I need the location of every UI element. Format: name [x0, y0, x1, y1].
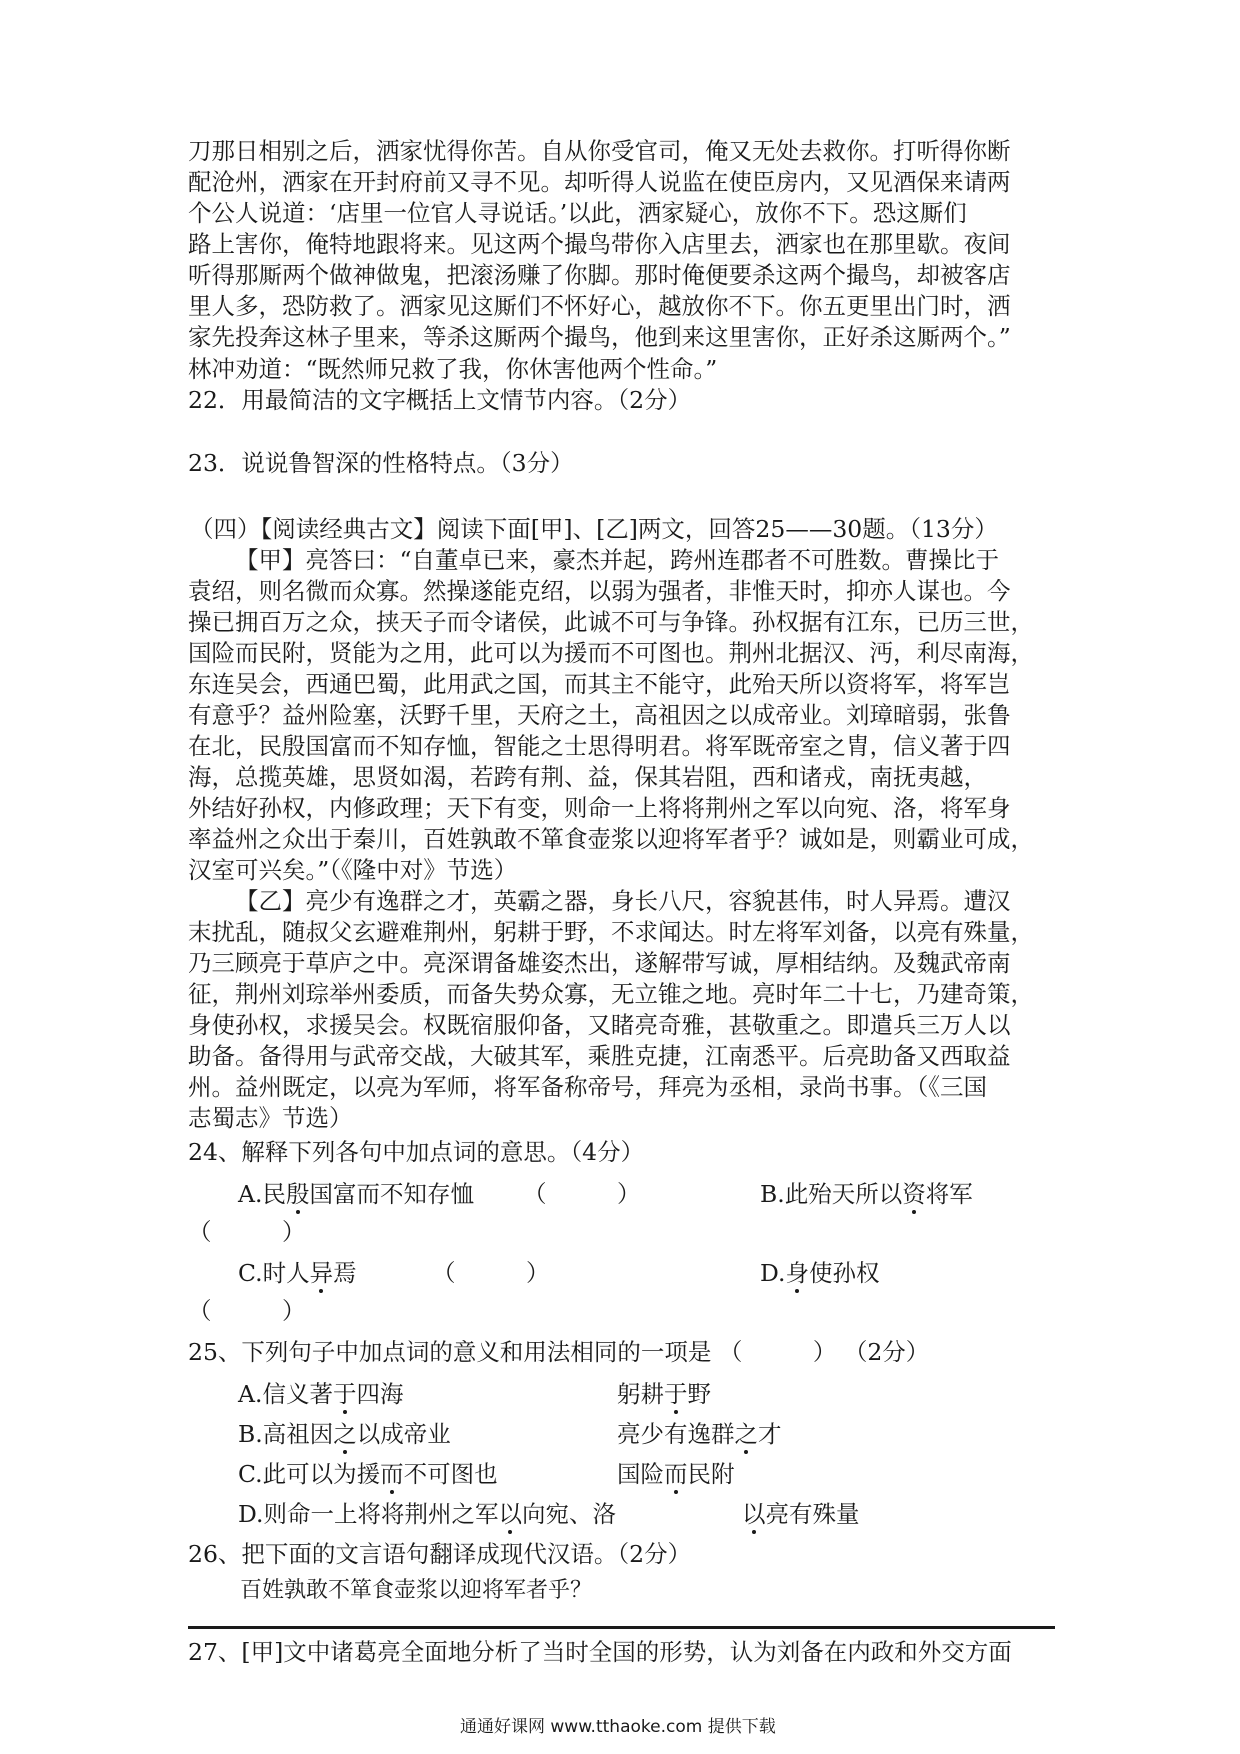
q25-option-d-right: 以亮有殊量	[742, 1500, 860, 1528]
yi-line: 身使孙权，求援吴会。权既宿服仰备，又睹亮奇雅，甚敬重之。即遣兵三万人以	[188, 1011, 1011, 1039]
section-4-heading: （四）【阅读经典古文】阅读下面[甲]、[乙]两文，回答25——30题。（13分）	[190, 515, 998, 543]
q25-option-d-left: D.则命一上将将荆州之军以向宛、洛	[238, 1500, 616, 1528]
q25-option-c-right: 国险而民附	[617, 1460, 735, 1488]
jia-line: 【甲】亮答曰：“自董卓已来，豪杰并起，跨州连郡者不可胜数。曹操比于	[235, 546, 1000, 574]
jia-line: 在北，民殷国富而不知存恤，智能之士思得明君。将军既帝室之胄，信义著于四	[188, 732, 1011, 760]
question-25-title: 25、下列句子中加点词的意义和用法相同的一项是 （ ） （2分）	[188, 1338, 930, 1366]
question-24-title: 24、解释下列各句中加点词的意思。（4分）	[188, 1138, 645, 1166]
q24-option-c-blank: （ ）	[432, 1259, 550, 1287]
page-footer: 通通好课网 www.tthaoke.com 提供下载	[460, 1717, 776, 1737]
passage-line: 林冲劝道：“既然师兄救了我，你休害他两个性命。”	[188, 355, 718, 383]
yi-line: 助备。备得用与武帝交战，大破其军，乘胜克捷，江南悉平。后亮助备又西取益	[188, 1042, 1011, 1070]
yi-line: 州。益州既定，以亮为军师，将军备称帝号，拜亮为丞相，录尚书事。（《三国	[188, 1073, 987, 1101]
question-26-title: 26、把下面的文言语句翻译成现代汉语。（2分）	[188, 1540, 692, 1568]
passage-line: 里人多，恐防救了。洒家见这厮们不怀好心，越放你不下。你五更里出门时，洒	[188, 292, 1011, 320]
jia-line: 海，总揽英雄，思贤如渴，若跨有荆、益，保其岩阻，西和诸戎，南抚夷越，	[188, 763, 987, 791]
jia-line: 袁绍，则名微而众寡。然操遂能克绍，以弱为强者，非惟天时，抑亦人谋也。今	[188, 577, 1011, 605]
yi-line: 志蜀志》节选）	[188, 1104, 353, 1132]
q24-option-b: B.此殆天所以资将军	[760, 1180, 973, 1208]
q25-option-b-right: 亮少有逸群之才	[617, 1420, 782, 1448]
question-27: 27、[甲]文中诸葛亮全面地分析了当时全国的形势，认为刘备在内政和外交方面	[188, 1638, 1012, 1666]
jia-line: 东连吴会，西通巴蜀，此用武之国，而其主不能守，此殆天所以资将军，将军岂	[188, 670, 1011, 698]
jia-line: 操已拥百万之众，挟天子而令诸侯，此诚不可与争锋。孙权据有江东，已历三世，	[188, 608, 1034, 636]
section-divider	[188, 1626, 1055, 1629]
q24-option-a-blank: （ ）	[523, 1180, 641, 1208]
yi-line: 征，荆州刘琮举州委质，而备失势众寡，无立锥之地。亮时年二十七，乃建奇策，	[188, 980, 1034, 1008]
jia-line: 有意乎？益州险塞，沃野千里，天府之土，高祖因之以成帝业。刘璋暗弱，张鲁	[188, 701, 1011, 729]
jia-line: 国险而民附，贤能为之用，此可以为援而不可图也。荆州北据汉、沔，利尽南海，	[188, 639, 1034, 667]
question-23: 23．说说鲁智深的性格特点。（3分）	[188, 449, 574, 477]
jia-line: 汉室可兴矣。”（《隆中对》节选）	[188, 856, 518, 884]
passage-line: 听得那厮两个做神做鬼，把滚汤赚了你脚。那时俺便要杀这两个撮鸟，却被客店	[188, 261, 1011, 289]
q24-option-d-blank: （ ）	[188, 1297, 306, 1325]
q25-option-c-left: C.此可以为援而不可图也	[238, 1460, 498, 1488]
passage-line: 家先投奔这林子里来，等杀这厮两个撮鸟，他到来这里害你，正好杀这厮两个。”	[188, 323, 1011, 351]
jia-line: 率益州之众出于秦川，百姓孰敢不箪食壶浆以迎将军者乎？诚如是，则霸业可成，	[188, 825, 1034, 853]
passage-line: 路上害你，俺特地跟将来。见这两个撮鸟带你入店里去，洒家也在那里歇。夜间	[188, 230, 1011, 258]
q24-option-b-blank: （ ）	[188, 1218, 306, 1246]
q25-option-b-left: B.高祖因之以成帝业	[238, 1420, 451, 1448]
yi-line: 乃三顾亮于草庐之中。亮深谓备雄姿杰出，遂解带写诚，厚相结纳。及魏武帝南	[188, 949, 1011, 977]
q24-option-c: C.时人异焉	[238, 1259, 357, 1287]
question-22: 22．用最简洁的文字概括上文情节内容。（2分）	[188, 386, 692, 414]
q25-option-a-left: A.信义著于四海	[238, 1380, 404, 1408]
q24-option-d: D.身使孙权	[760, 1259, 880, 1287]
passage-line: 刀那日相别之后，洒家忧得你苦。自从你受官司，俺又无处去救你。打听得你断	[188, 137, 1011, 165]
yi-line: 【乙】亮少有逸群之才，英霸之器，身长八尺，容貌甚伟，时人异焉。遭汉	[235, 887, 1011, 915]
yi-line: 末扰乱，随叔父玄避难荆州，躬耕于野，不求闻达。时左将军刘备，以亮有殊量，	[188, 918, 1034, 946]
q25-option-a-right: 躬耕于野	[617, 1380, 711, 1408]
q26-sentence: 百姓孰敢不箪食壶浆以迎将军者乎？	[240, 1578, 593, 1603]
passage-line: 个公人说道：‘店里一位官人寻说话。’以此，洒家疑心，放你不下。恐这厮们	[188, 199, 967, 227]
q24-option-a: A.民殷国富而不知存恤	[238, 1180, 474, 1208]
jia-line: 外结好孙权，内修政理；天下有变，则命一上将将荆州之军以向宛、洛，将军身	[188, 794, 1011, 822]
passage-line: 配沧州，洒家在开封府前又寻不见。却听得人说监在使臣房内，又见酒保来请两	[188, 168, 1011, 196]
